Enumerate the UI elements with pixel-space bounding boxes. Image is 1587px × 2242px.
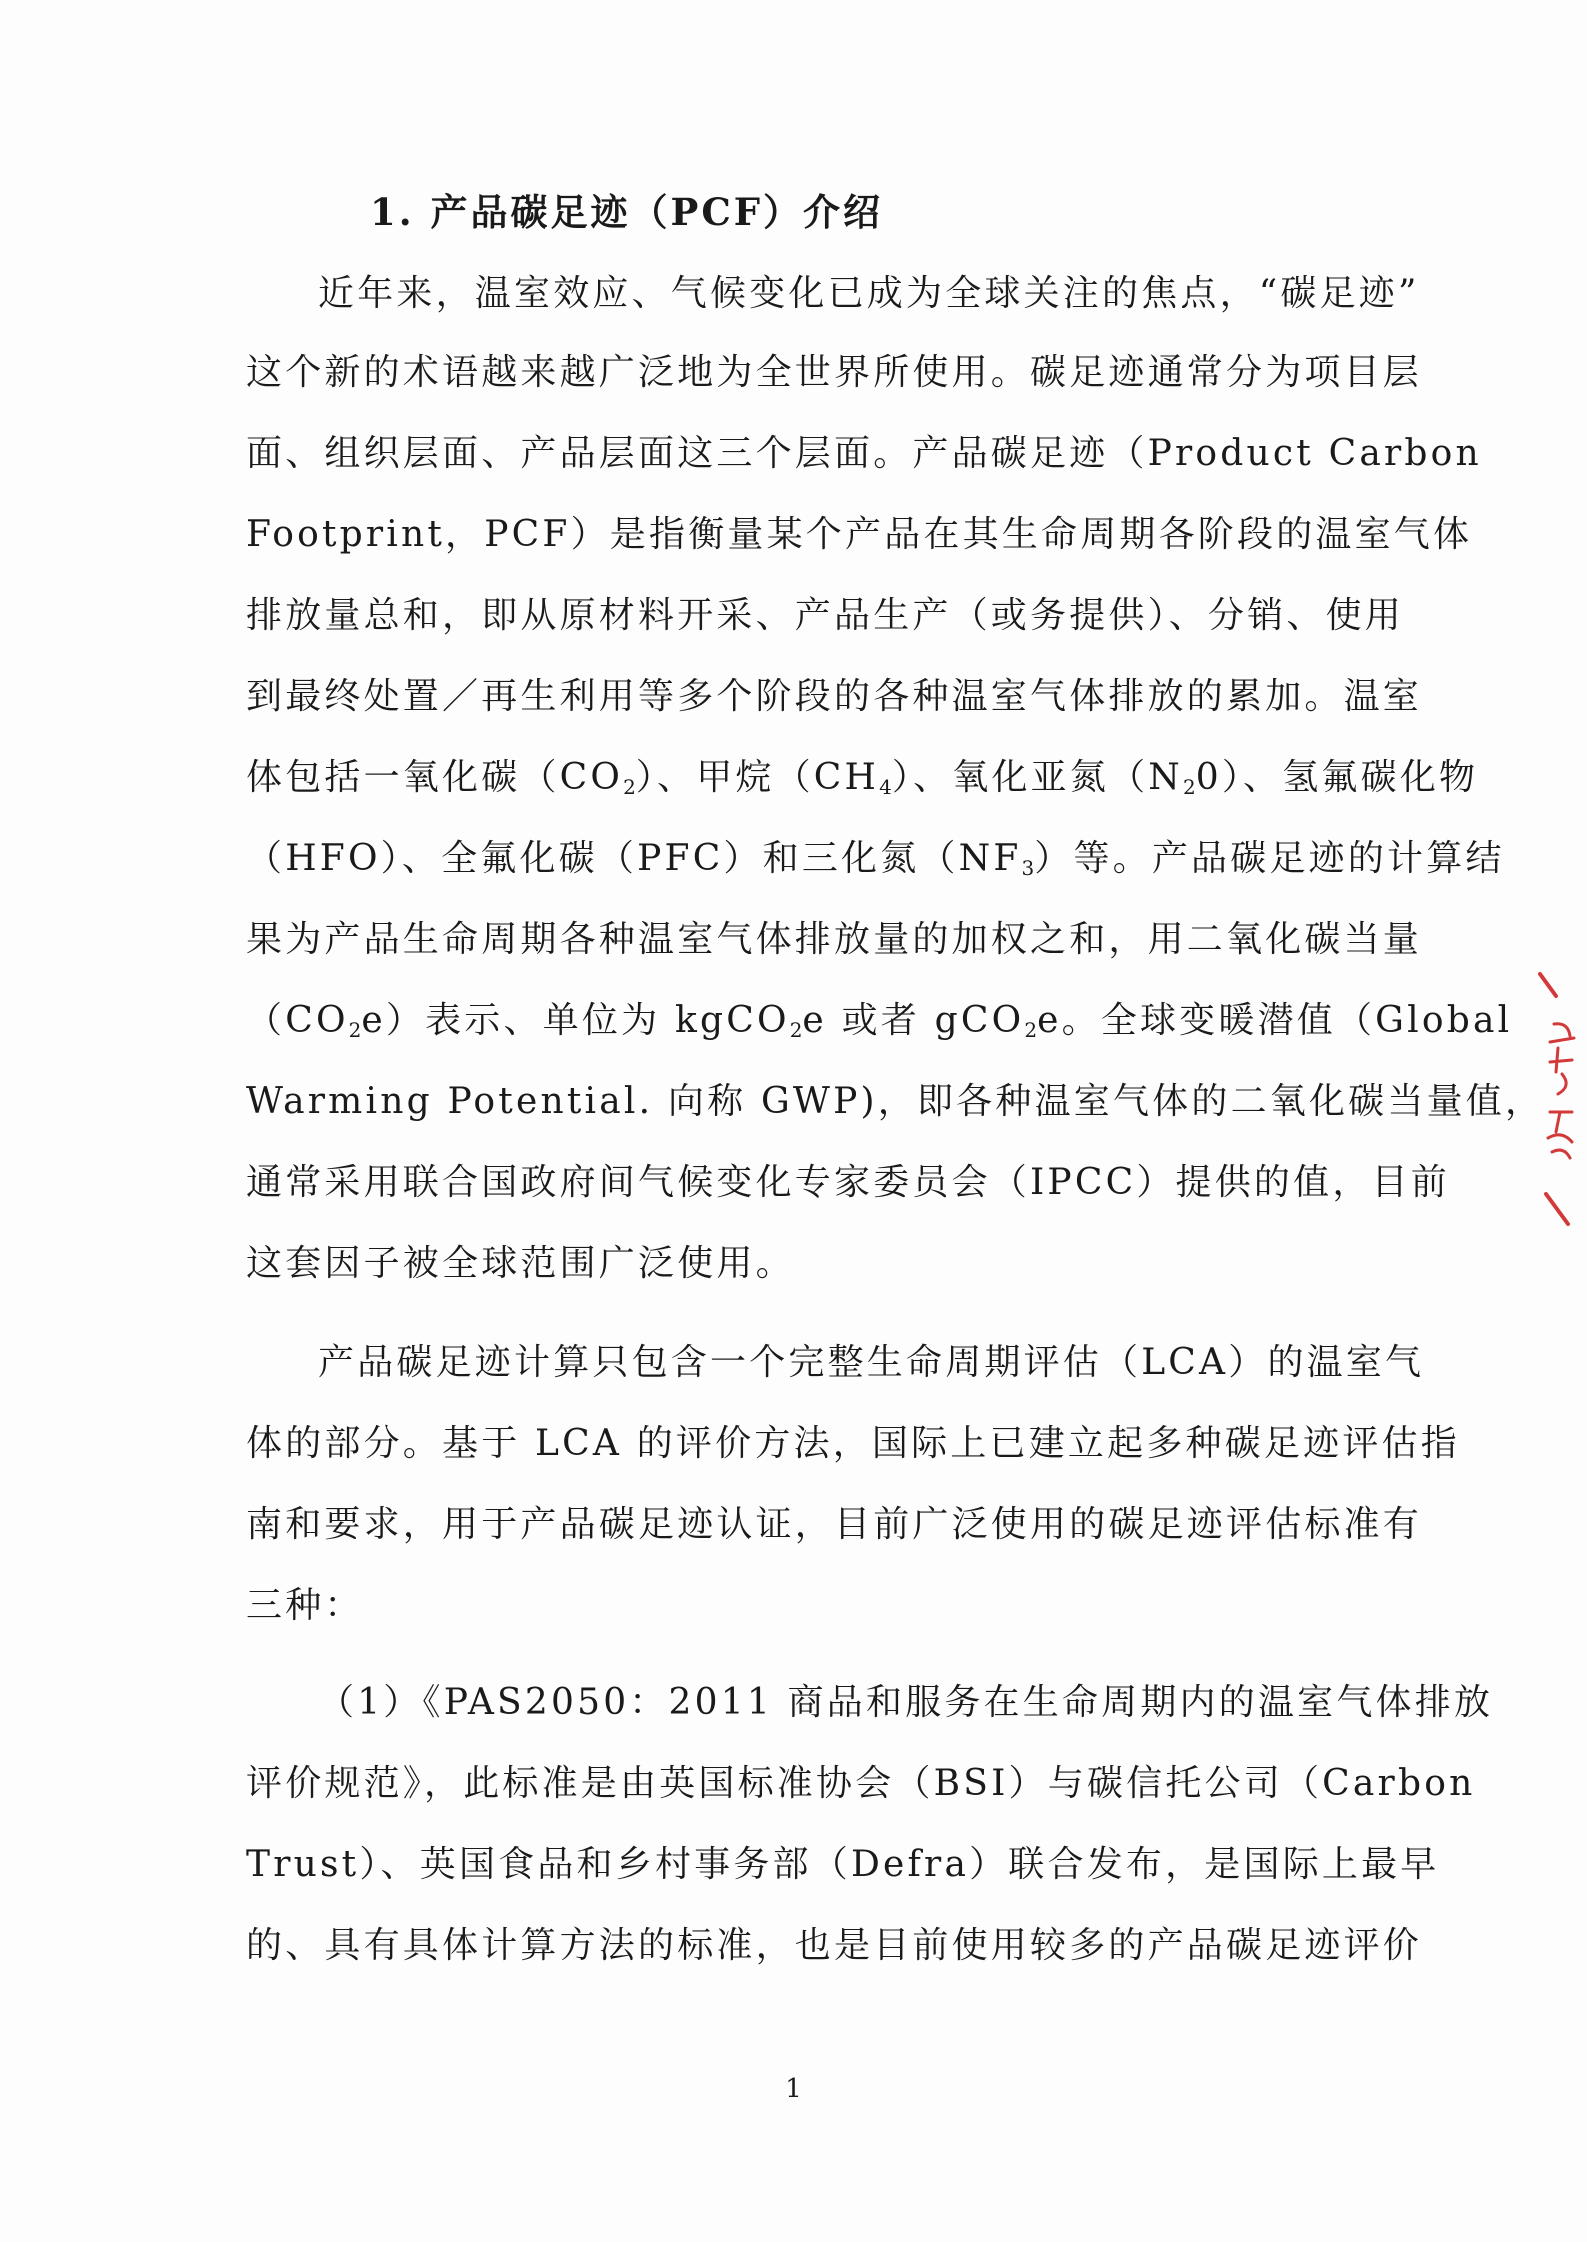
paragraph-line: 评价规范》，此标准是由英国标准协会（BSI）与碳信托公司（Carbon [246, 1763, 1476, 1804]
paragraph-line: Trust）、英国食品和乡村事务部（Defra）联合发布，是国际上最早 [246, 1844, 1440, 1885]
paragraph-line: 排放量总和，即从原材料开采、产品生产（或务提供）、分销、使用 [246, 595, 1405, 636]
page-number: 1 [785, 2074, 802, 2104]
paragraph-line: 体的部分。基于 LCA 的评价方法，国际上已建立起多种碳足迹评估指 [246, 1423, 1460, 1464]
paragraph-line: 三种： [246, 1585, 364, 1626]
paragraph-line: 的、具有具体计算方法的标准，也是目前使用较多的产品碳足迹评价 [246, 1925, 1423, 1966]
paragraph-line: 南和要求，用于产品碳足迹认证，目前广泛使用的碳足迹评估标准有 [246, 1504, 1423, 1545]
paragraph-line-formula: $(CO_2e)$表示、单位为 kgCO$_2$e 或者 gCO$_2$e。全球变暖潜值（Global [246, 1000, 1513, 1042]
paragraph-line: 产品碳足迹计算只包含一个完整生命周期评估（LCA）的温室气 [318, 1342, 1425, 1383]
paragraph-line: Footprint，PCF）是指衡量某个产品在其生命周期各阶段的温室气体 [246, 514, 1473, 555]
paragraph-line: 这套因子被全球范围广泛使用。 [246, 1243, 795, 1284]
paragraph-line: （1）《PAS2050：2011 商品和服务在生命周期内的温室气体排放 [318, 1682, 1494, 1723]
paragraph-line-formula: （HFO）、全氟化碳（PFC）和三化氮$(NF_3)$等。产品碳足迹的计算结 [246, 838, 1505, 880]
paragraph-line: Warming Potential. 向称 GWP)，即各种温室气体的二氧化碳当量值， [246, 1081, 1545, 1122]
paragraph-line: 果为产品生命周期各种温室气体排放量的加权之和，用二氧化碳当量 [246, 919, 1423, 960]
stamp-icon [1528, 962, 1587, 1232]
paragraph-line: 这个新的术语越来越广泛地为全世界所使用。碳足迹通常分为项目层 [246, 352, 1423, 393]
paragraph-line: 面、组织层面、产品层面这三个层面。产品碳足迹（Product Carbon [246, 433, 1482, 474]
paragraph-line-formula: 体包括一氧化碳$(CO_2)$、甲烷$(CH_4)$、氧化亚氮$(N_20)$、氢氟碳化物 [246, 757, 1479, 799]
paragraph-line: 通常采用联合国政府间气候变化专家委员会（IPCC）提供的值，目前 [246, 1162, 1450, 1203]
section-heading: 1. 产品碳足迹（PCF）介绍 [370, 190, 884, 234]
red-stamp-mark [1528, 962, 1587, 1232]
paragraph-line: 近年来，温室效应、气候变化已成为全球关注的焦点，“碳足迹” [318, 273, 1420, 314]
paragraph-line: 到最终处置／再生利用等多个阶段的各种温室气体排放的累加。温室 [246, 676, 1423, 717]
